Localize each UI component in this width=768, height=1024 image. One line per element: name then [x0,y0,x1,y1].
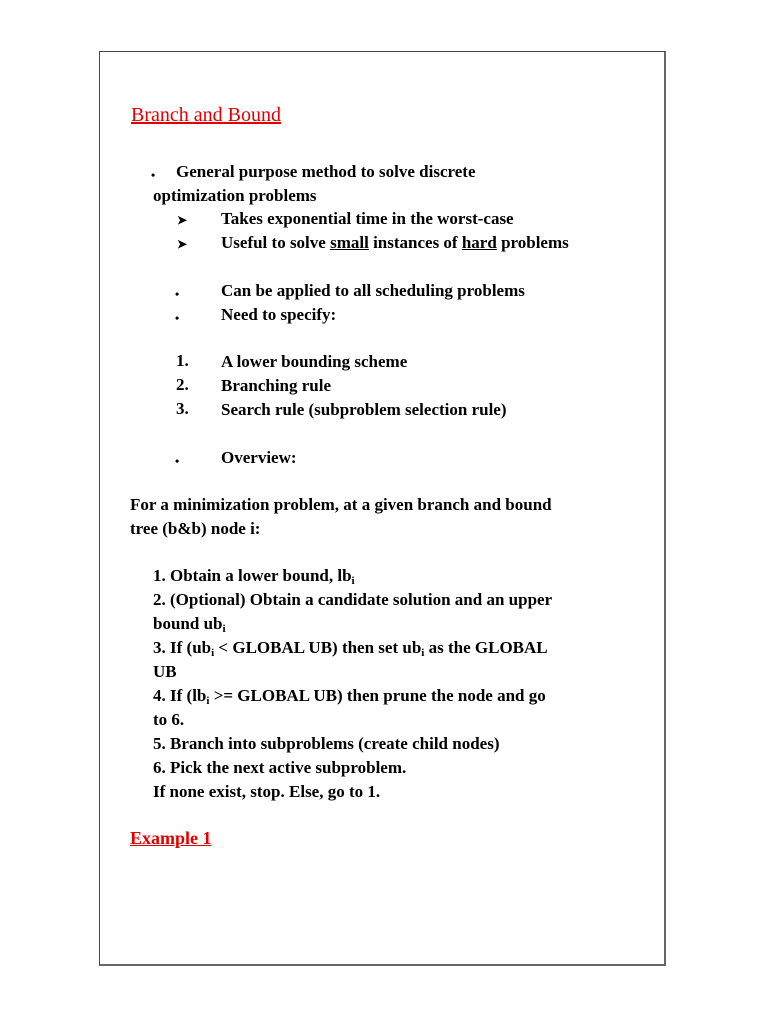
step-5: 5. Branch into subproblems (create child nodes) [153,734,500,753]
spec-item: Search rule (subproblem selection rule) [221,400,507,419]
step-3-line-1: 3. If ($ub_i$ < GLOBAL UB) then set $ub_i$ as the GLOBAL [153,638,548,659]
step-4-line-1: 4. If ($lb_i$ >= GLOBAL UB) then prune the node and go [153,686,546,707]
step-2-line-2: bound $ub_i$ [153,614,226,635]
page-title: Branch and Bound [131,104,281,126]
step-7: If none exist, stop. Else, go to 1. [153,782,381,801]
spec-item: Branching rule [221,376,332,395]
bullet-1-line-1: General purpose method to solve discrete [176,162,476,181]
spec-number: 3. [176,399,189,418]
bullet-2: Can be applied to all scheduling problems [221,281,525,300]
bullet-dot: • [151,168,156,182]
bullet-4: Overview: [221,448,297,467]
bullet-dot: • [175,287,180,301]
bullet-1-line-2: optimization problems [153,186,317,205]
paragraph-line-1: For a minimization problem, at a given branch and bound [130,495,552,514]
step-4-line-2: to 6. [153,710,185,729]
spec-item: A lower bounding scheme [221,352,408,371]
spec-number: 2. [176,375,189,394]
bullet-3: Need to specify: [221,305,337,324]
step-3-line-2: UB [153,662,177,681]
bullet-dot: • [175,311,180,325]
step-6: 6. Pick the next active subproblem. [153,758,407,777]
step-2-line-1: 2. (Optional) Obtain a candidate solution and an upper [153,590,553,609]
sub-bullet-1: Takes exponential time in the worst-case [221,209,514,228]
step-1: 1. Obtain a lower bound, $lb_i$ [153,566,355,587]
arrow-bullet-icon: ➤ [177,237,188,251]
paragraph-line-2: tree (b&b) node i: [130,519,261,538]
example-heading: Example 1 [130,828,212,848]
bullet-dot: • [175,454,180,468]
arrow-bullet-icon: ➤ [177,213,188,227]
sub-bullet-2: Useful to solve small instances of hard problems [221,233,569,252]
spec-number: 1. [176,351,189,370]
